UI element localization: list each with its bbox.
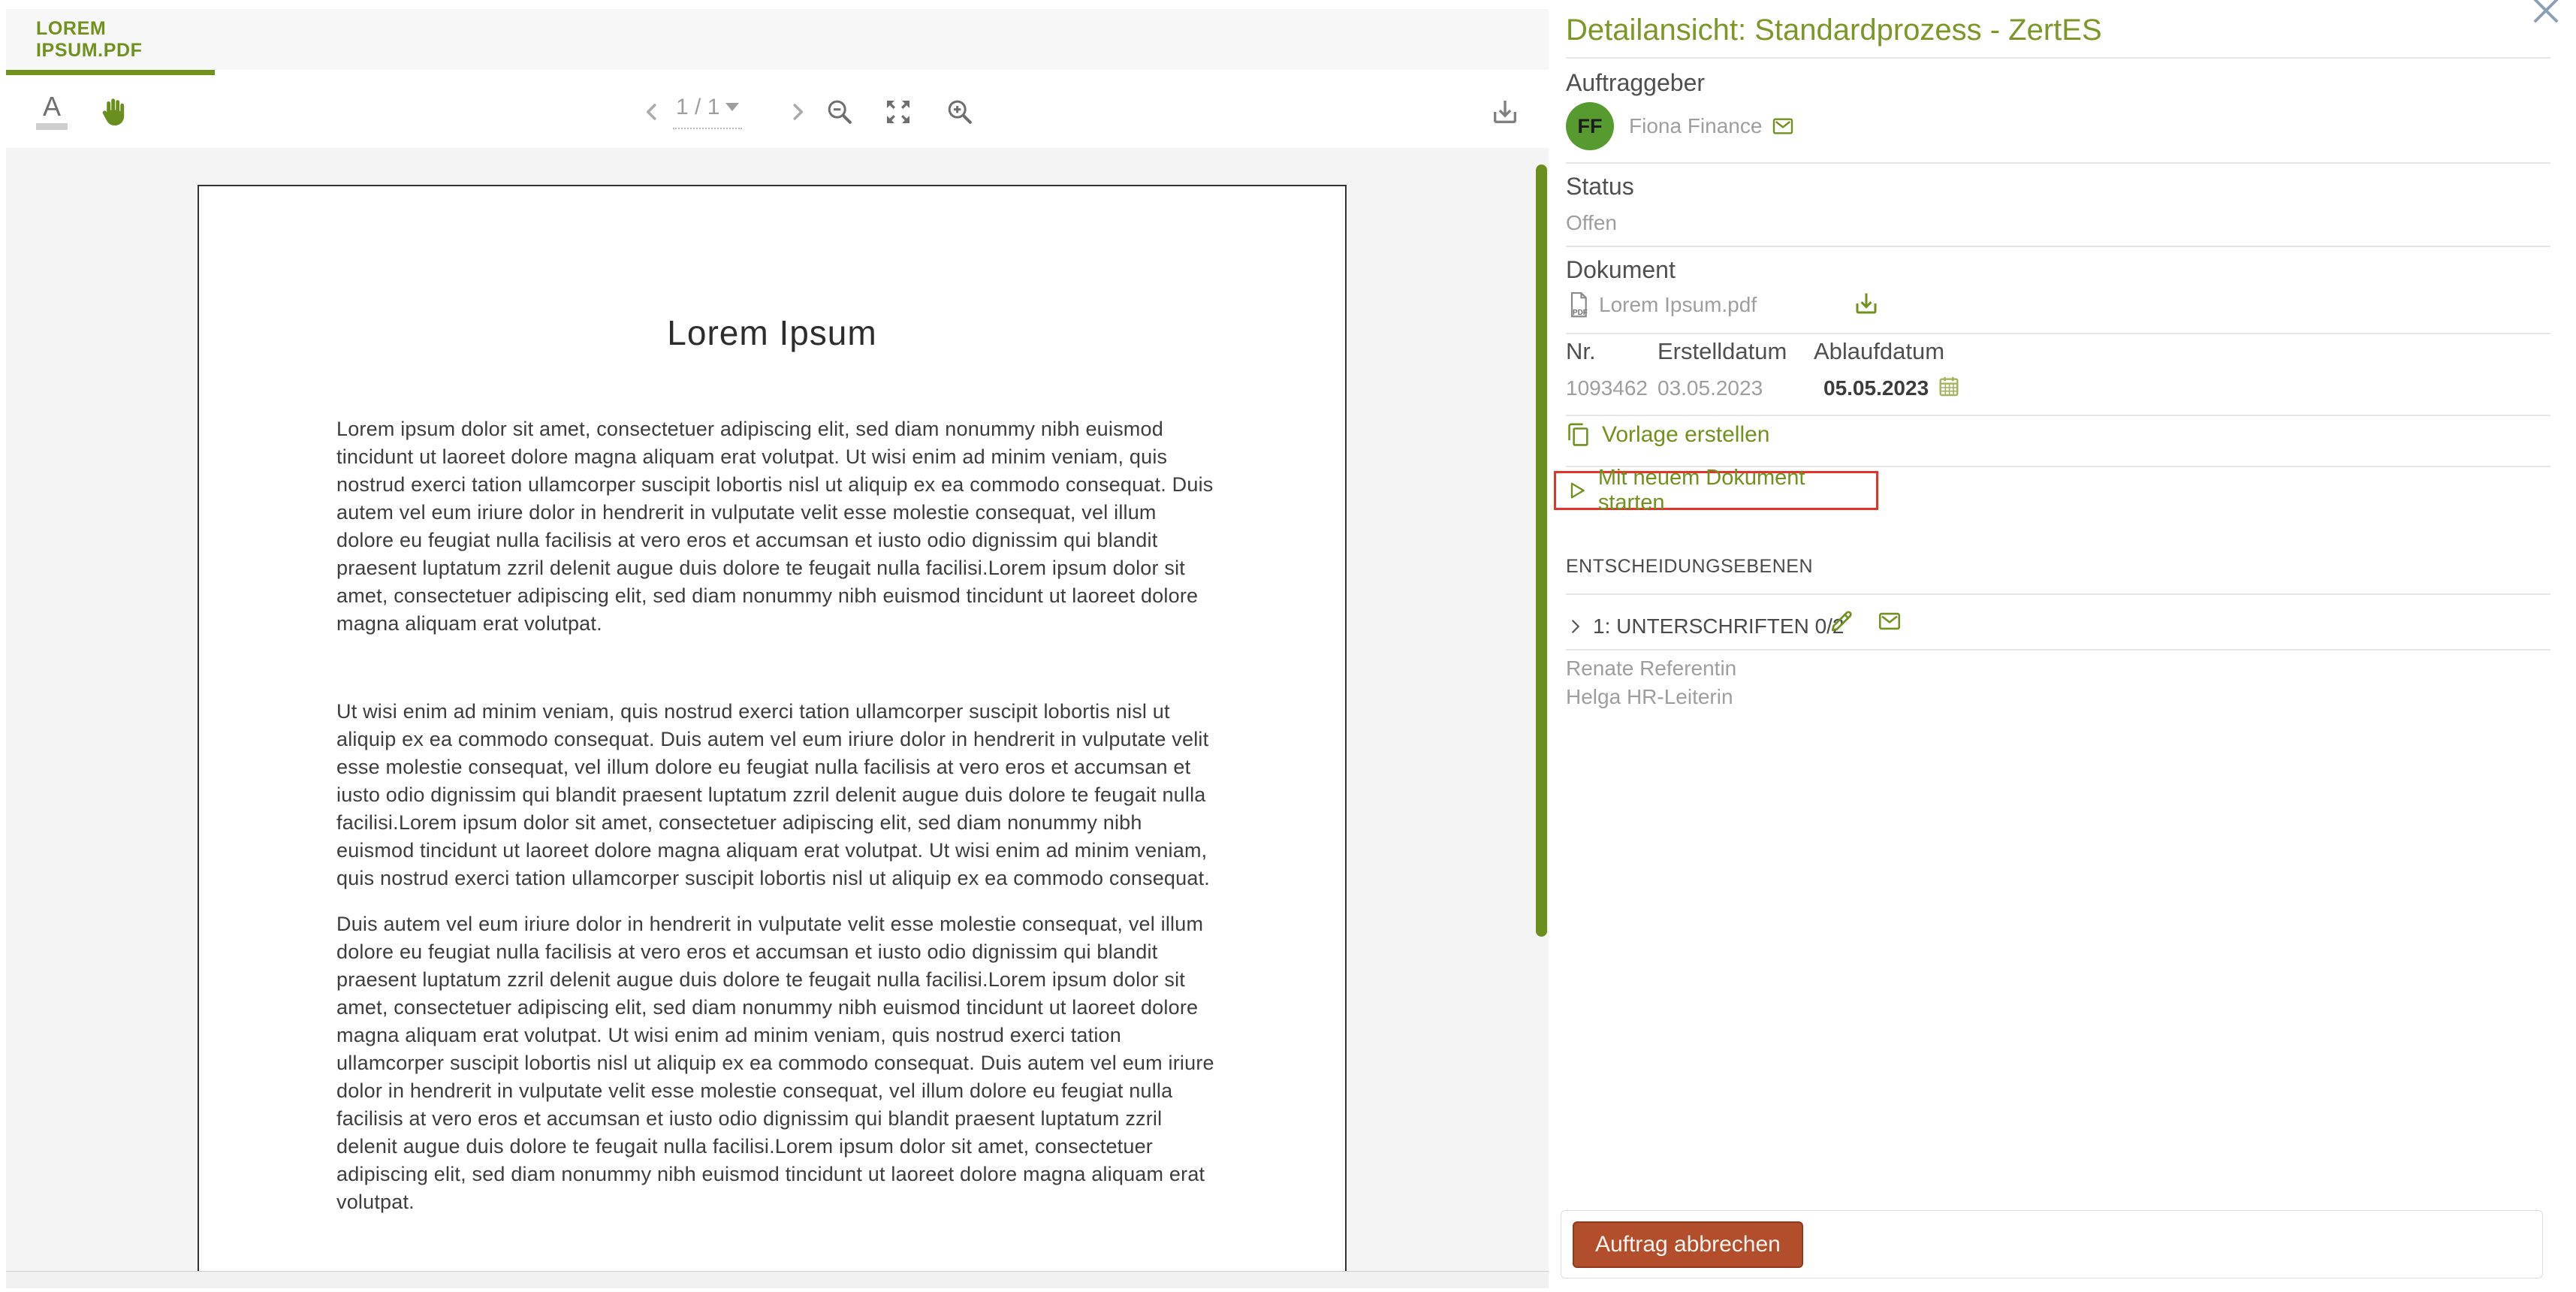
auftraggeber-row	[1629, 114, 1795, 138]
zoom-out-button[interactable]	[825, 75, 855, 148]
signer-name: Renate Referentin	[1566, 657, 1737, 680]
level-1-unterschriften-row[interactable]	[1566, 610, 1845, 643]
pdf-document-body	[336, 415, 1219, 1216]
auftraggeber-name: Fiona Finance	[1629, 114, 1763, 137]
divider	[1566, 162, 2550, 164]
calendar-picker-button[interactable]	[1937, 374, 1961, 398]
pdf-document-title: Lorem Ipsum	[667, 313, 877, 352]
mit-neuem-dokument-starten-link[interactable]	[1554, 466, 1878, 515]
divider	[1566, 415, 2550, 416]
detail-panel	[1566, 0, 2550, 1292]
status-label: Status	[1566, 173, 1634, 200]
vorlage-erstellen-link[interactable]	[1566, 422, 1769, 448]
tab-label: LOREM IPSUM.PDF	[36, 17, 143, 61]
chevron-right-icon	[1566, 617, 1585, 636]
active-tab-underline	[6, 70, 215, 75]
detail-panel-title: Detailansicht: Standardprozess - ZertES	[1566, 14, 2102, 47]
document-file-row	[1566, 291, 1757, 318]
play-icon	[1567, 480, 1588, 501]
entscheidungsebenen-label: ENTSCHEIDUNGSEBENEN	[1566, 556, 1813, 577]
col-header-nr: Nr.	[1566, 338, 1596, 364]
divider	[1566, 57, 2550, 59]
col-header-ablaufdatum: Ablaufdatum	[1814, 338, 1945, 364]
divider	[1566, 246, 2550, 247]
text-annotation-button[interactable]	[36, 75, 68, 148]
zoom-out-icon	[825, 97, 855, 127]
tab-lorem-ipsum-pdf[interactable]	[6, 9, 215, 70]
pdf-paragraph: Duis autem vel eum iriure dolor in hendrerit in vulputate velit esse molestie consequat, vel illum dolore eu feugiat nulla facilisis at vero eros et accumsan et iusto odio dignissim qui blandit praesent luptatum zzril delenit augue duis dolore te feugait nulla facilisi.Lorem ipsum dolor sit amet, consectetuer adipiscing elit, sed diam nonummy nibh euismod tincidunt ut laoreet dolore magna aliquam erat volutpat. Ut wisi enim ad minim veniam, quis nostrud exerci tation ullamcorper suscipit lobortis nisl ut aliquip ex ea commodo consequat. Duis autem vel eum iriure dolor in hendrerit in vulputate velit esse molestie consequat, vel illum dolore eu feugiat nulla facilisis at vero eros et accumsan et iusto odio dignissim qui blandit praesent luptatum zzril delenit augue duis dolore te feugait nulla facilisi.Lorem ipsum dolor sit amet, consectetuer adipiscing elit, sed diam nonummy nibh euismod tincidunt ut laoreet dolore magna aliquam erat volutpat.	[336, 913, 1214, 1213]
hand-icon	[96, 96, 128, 128]
calendar-icon	[1937, 374, 1961, 398]
pdf-paragraph: Lorem ipsum dolor sit amet, consectetuer adipiscing elit, sed diam nonummy nibh euismod tincidunt ut laoreet dolore magna aliquam erat volutpat. Ut wisi enim ad minim veniam, quis nostrud exerci tation ullamcorper suscipit lobortis nisl ut aliquip ex ea commodo consequat. Duis autem vel eum iriure dolor in hendrerit in vulputate velit esse molestie consequat, vel illum dolore eu feugiat nulla facilisis at vero eros et accumsan et iusto odio dignissim qui blandit praesent luptatum zzril delenit augue duis dolore te feugait nulla facilisi.Lorem ipsum dolor sit amet, consectetuer adipiscing elit, sed diam nonummy nibh euismod tincidunt ut laoreet dolore magna aliquam erat volutpat.	[336, 418, 1214, 635]
text-format-icon: A	[36, 93, 68, 130]
fit-to-screen-button[interactable]	[883, 75, 913, 148]
download-icon	[1853, 290, 1880, 317]
chevron-right-icon	[784, 98, 811, 125]
fullscreen-expand-icon	[883, 97, 913, 127]
auftraggeber-label: Auftraggeber	[1566, 69, 1706, 96]
divider	[1566, 649, 2550, 651]
mail-icon	[1877, 608, 1902, 634]
status-value: Offen	[1566, 211, 1617, 234]
page-indicator-dropdown[interactable]	[673, 75, 742, 148]
pdf-viewer-canvas[interactable]	[6, 148, 1549, 1271]
avatar: FF	[1566, 102, 1614, 150]
copy-template-icon	[1566, 422, 1591, 448]
document-tabbar	[6, 9, 1549, 70]
download-icon	[1490, 97, 1520, 127]
mit-neuem-dokument-starten-label: Mit neuem Dokument starten	[1597, 466, 1805, 515]
pdf-file-icon	[1566, 291, 1591, 318]
chevron-down-icon	[725, 103, 739, 111]
value-ablaufdatum[interactable]: 05.05.2023	[1823, 376, 1929, 400]
mail-icon[interactable]	[1771, 114, 1795, 138]
close-dialog-button[interactable]	[2526, 0, 2565, 30]
col-header-erstelldatum: Erstelldatum	[1658, 338, 1787, 364]
horizontal-scrollbar-track[interactable]	[6, 1271, 1549, 1288]
dokument-label: Dokument	[1566, 256, 1676, 283]
auftrag-abbrechen-button[interactable]: Auftrag abbrechen	[1573, 1221, 1803, 1268]
pdf-paragraph: Ut wisi enim ad minim veniam, quis nostrud exerci tation ullamcorper suscipit lobortis nisl ut aliquip ex ea commodo consequat. Duis autem vel eum iriure dolor in hendrerit in vulputate velit esse molestie consequat, vel illum dolore eu feugiat nulla facilisis at vero eros et accumsan et iusto odio dignissim qui blandit praesent luptatum zzril delenit augue duis dolore te feugait nulla facilisi.Lorem ipsum dolor sit amet, consectetuer adipiscing elit, sed diam nonummy nibh euismod tincidunt ut laoreet dolore magna aliquam erat volutpat. Ut wisi enim ad minim veniam, quis nostrud exerci tation ullamcorper suscipit lobortis nisl ut aliquip ex ea commodo consequat.	[336, 700, 1210, 889]
value-erstelldatum: 03.05.2023	[1658, 376, 1763, 400]
notify-level-button[interactable]	[1877, 608, 1902, 634]
level-1-label: 1: UNTERSCHRIFTEN 0/2	[1593, 614, 1845, 638]
next-page-button[interactable]	[784, 75, 811, 148]
page-indicator: 1 / 1	[676, 94, 720, 119]
pan-tool-button[interactable]	[96, 75, 128, 148]
pdf-viewer-panel	[6, 9, 1549, 1292]
vorlage-erstellen-label: Vorlage erstellen	[1602, 422, 1770, 447]
vertical-scrollbar-thumb[interactable]	[1536, 165, 1547, 937]
pdf-toolbar	[6, 75, 1549, 148]
zoom-in-button[interactable]	[945, 75, 975, 148]
svg-text:PDF: PDF	[1572, 309, 1588, 318]
divider	[1566, 333, 2550, 334]
download-file-button[interactable]	[1853, 290, 1880, 317]
zoom-in-icon	[945, 97, 975, 127]
divider	[1566, 593, 2550, 595]
close-icon	[2526, 0, 2565, 30]
chevron-left-icon	[638, 98, 665, 125]
pdf-page	[198, 185, 1347, 1271]
pencil-icon	[1827, 607, 1856, 635]
download-document-button[interactable]	[1490, 75, 1520, 148]
edit-level-button[interactable]	[1827, 607, 1856, 635]
signer-name: Helga HR-Leiterin	[1566, 685, 1733, 708]
detail-panel-footer	[1561, 1210, 2543, 1278]
previous-page-button[interactable]	[638, 75, 665, 148]
value-nr: 1093462	[1566, 376, 1648, 400]
document-filename: Lorem Ipsum.pdf	[1599, 293, 1757, 316]
